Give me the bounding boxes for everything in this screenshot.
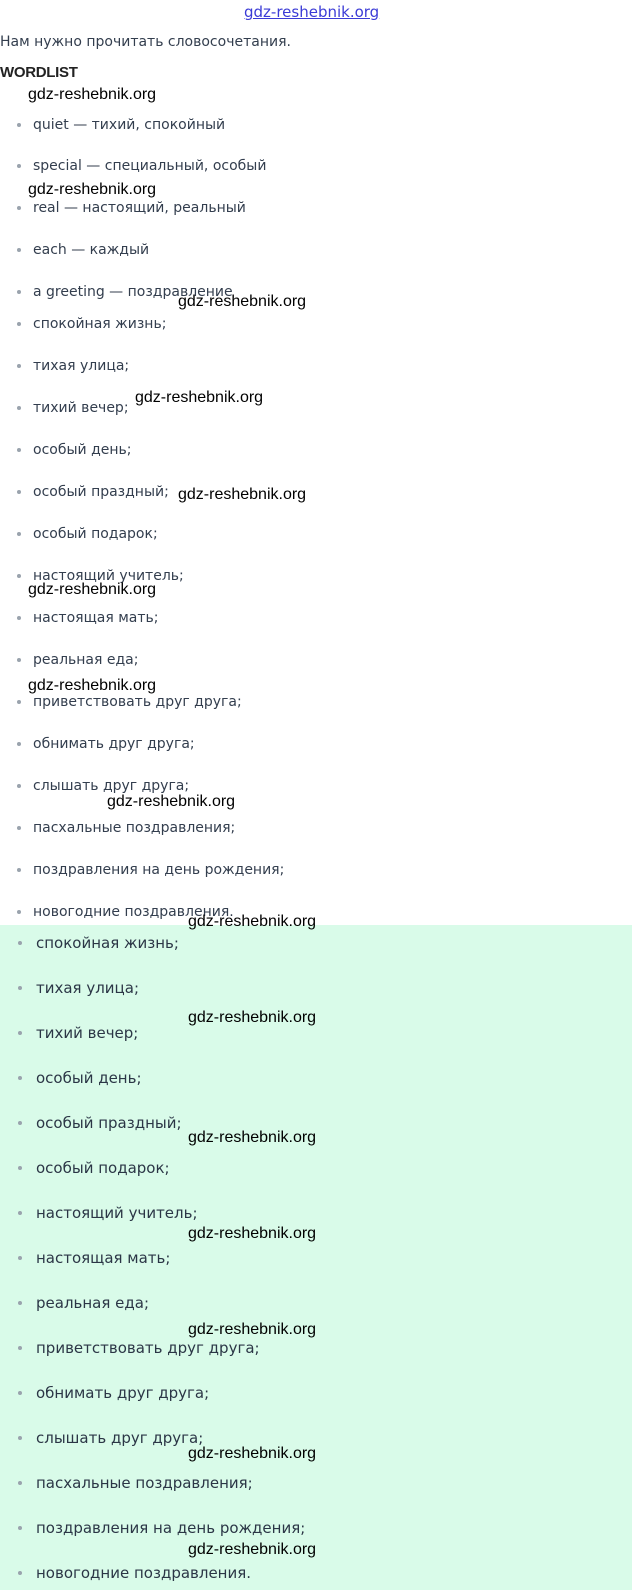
- bullet-icon: [18, 1526, 22, 1530]
- watermark-text: gdz-reshebnik.org: [188, 1225, 317, 1242]
- watermark-text: gdz-reshebnik.org: [135, 389, 264, 406]
- bullet-icon: [18, 1301, 22, 1305]
- bullet-icon: [17, 290, 21, 294]
- bullet-icon: [18, 1346, 22, 1350]
- bullet-icon: [18, 1256, 22, 1260]
- bullet-icon: [18, 941, 22, 945]
- bullet-icon: [17, 448, 21, 452]
- bullet-icon: [17, 616, 21, 620]
- bullet-icon: [18, 1391, 22, 1395]
- watermark-text: gdz-reshebnik.org: [188, 913, 317, 930]
- bullet-icon: [18, 986, 22, 990]
- site-link[interactable]: gdz-reshebnik.org: [244, 3, 380, 21]
- bullet-icon: [17, 490, 21, 494]
- intro-text: Нам нужно прочитать словосочетания.: [0, 34, 291, 50]
- bullet-icon: [17, 700, 21, 704]
- watermark-text: gdz-reshebnik.org: [188, 1321, 317, 1338]
- watermark-text: gdz-reshebnik.org: [28, 677, 157, 694]
- watermark-text: gdz-reshebnik.org: [188, 1541, 317, 1558]
- bullet-icon: [17, 248, 21, 252]
- bullet-icon: [17, 658, 21, 662]
- bullet-icon: [17, 784, 21, 788]
- bullet-icon: [17, 364, 21, 368]
- watermark-text: gdz-reshebnik.org: [178, 486, 307, 503]
- watermark-text: gdz-reshebnik.org: [28, 181, 157, 198]
- bullet-icon: [17, 406, 21, 410]
- watermark-text: gdz-reshebnik.org: [188, 1129, 317, 1146]
- bullet-icon: [17, 574, 21, 578]
- watermark-text: gdz-reshebnik.org: [188, 1009, 317, 1026]
- bullet-icon: [18, 1481, 22, 1485]
- watermark-text: gdz-reshebnik.org: [28, 86, 157, 103]
- wordlist-title: WORDLIST: [0, 64, 78, 81]
- bullet-icon: [18, 1031, 22, 1035]
- bullet-icon: [17, 206, 21, 210]
- bullet-icon: [17, 910, 21, 914]
- bullet-icon: [17, 826, 21, 830]
- watermark-text: gdz-reshebnik.org: [178, 293, 307, 310]
- bullet-icon: [17, 164, 21, 168]
- bullet-icon: [17, 322, 21, 326]
- bullet-icon: [17, 742, 21, 746]
- bullet-icon: [17, 123, 21, 127]
- bullet-icon: [17, 532, 21, 536]
- watermark-text: gdz-reshebnik.org: [28, 581, 157, 598]
- watermark-text: gdz-reshebnik.org: [107, 793, 236, 810]
- bullet-icon: [18, 1436, 22, 1440]
- bullet-icon: [18, 1166, 22, 1170]
- bullet-icon: [18, 1121, 22, 1125]
- bullet-icon: [17, 868, 21, 872]
- bullet-icon: [18, 1571, 22, 1575]
- watermark-text: gdz-reshebnik.org: [188, 1445, 317, 1462]
- bullet-icon: [18, 1076, 22, 1080]
- bullet-icon: [18, 1211, 22, 1215]
